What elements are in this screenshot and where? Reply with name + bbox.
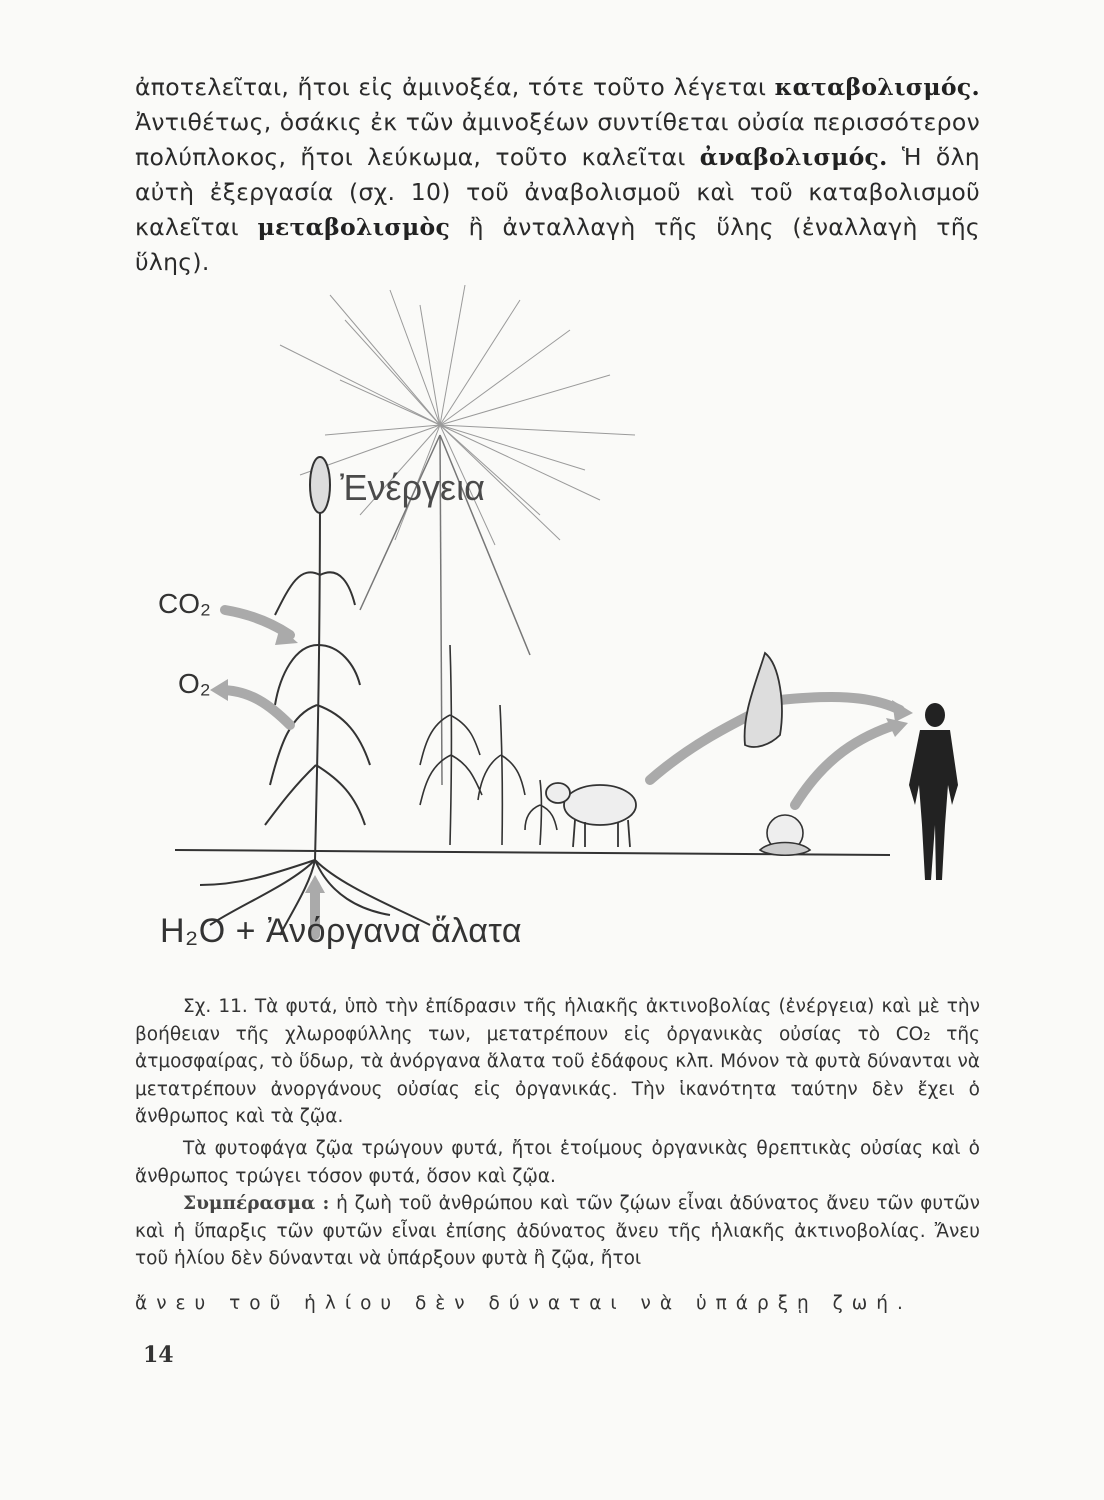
conclusion-heading: Συμπέρασμα : xyxy=(183,1193,330,1214)
figure-illustration xyxy=(130,285,990,975)
body-text: Ἀντιθέτως, ὁσάκις ἐκ τῶν ἀμινοξέων συντίθεται οὐσία περισσότερον πολύπλοκος, ἤτοι λεύκωμα, τοῦτο καλεῖται xyxy=(135,108,980,171)
caption-paragraph: Τὰ φυτοφάγα ζῷα τρώγουν φυτά, ἤτοι ἑτοίμους ὀργανικὰς θρεπτικὰς οὐσίας καὶ ὁ ἄνθρωπος τρώγει τόσον φυτά, ὅσον καὶ ζῷα. xyxy=(135,1138,980,1187)
water-and-salts-label: H₂O + Ἀνόργανα ἅλατα xyxy=(160,912,523,950)
body-paragraph xyxy=(135,70,980,280)
sheep-icon xyxy=(546,783,636,847)
conclusion-paragraph xyxy=(135,1190,980,1273)
vegetable-icon xyxy=(760,815,810,855)
closing-line: ἄνευ τοῦ ἡλίου δὲν δύναται νὰ ὑπάρξῃ ζωή. xyxy=(135,1293,912,1314)
page-number: 14 xyxy=(143,1342,174,1368)
body-text: ἢ ἀνταλλαγὴ τῆς ὕλης (ἐναλλαγὴ τῆς ὕλης). xyxy=(135,213,980,276)
body-text: Ἡ ὅλη αὐτὴ ἐξεργασία (σχ. 10) τοῦ ἀναβολισμοῦ καὶ τοῦ καταβολισμοῦ καλεῖται xyxy=(135,143,980,241)
figure-caption: Σχ. 11. Τὰ φυτά, ὑπὸ τὴν ἐπίδρασιν τῆς ἡλιακῆς ἀκτινοβολίας (ἐνέργεια) καὶ μὲ τὴν βοήθειαν τῆς χλωροφύλλης των, μετατρέπουν εἰς ὀργανικὰς οὐσίας τὸ CO₂ τῆς ἀτμοσφαίρας, τὸ ὕδωρ, τὰ ἀνόργανα ἅλατα τοῦ ἐδάφους κλπ. Μόνον τὰ φυτὰ δύνανται νὰ μετατρέπουν ἀνοργάνους οὐσίας εἰς ὀργανικάς. Τὴν ἱκανότητα ταύτην δὲν ἔχει ὁ ἄνθρωπος καὶ τὰ ζῷα. xyxy=(135,996,980,1127)
body-text: ἀποτελεῖται, ἤτοι εἰς ἀμινοξέα, τότε τοῦτο λέγεται xyxy=(135,73,775,101)
o2-label: O₂ xyxy=(178,668,211,699)
term-metabolism: μεταβολισμὸς xyxy=(257,213,451,241)
co2-label: CO₂ xyxy=(158,588,211,619)
meat-icon xyxy=(745,653,782,747)
human-icon xyxy=(909,703,958,880)
term-catabolism: καταβολισμός. xyxy=(774,73,980,101)
energy-label: Ἐνέργεια xyxy=(340,467,485,508)
energy-flow-arrows xyxy=(220,610,900,935)
term-anabolism: ἀναβολισμός. xyxy=(699,143,888,171)
conclusion-text: ἡ ζωὴ τοῦ ἀνθρώπου καὶ τῶν ζῴων εἶναι ἀδύνατος ἄνευ τῶν φυτῶν καὶ ἡ ὕπαρξις τῶν φυτῶν εἶναι ἐπίσης ἀδύνατος ἄνευ τῆς ἡλιακῆς ἀκτινοβολίας. Ἄνευ τοῦ ἡλίου δὲν δύνανται νὰ ὑπάρξουν φυτὰ ἢ ζῷα, ἤτοι xyxy=(135,1193,980,1269)
corn-plant-small xyxy=(420,645,557,845)
